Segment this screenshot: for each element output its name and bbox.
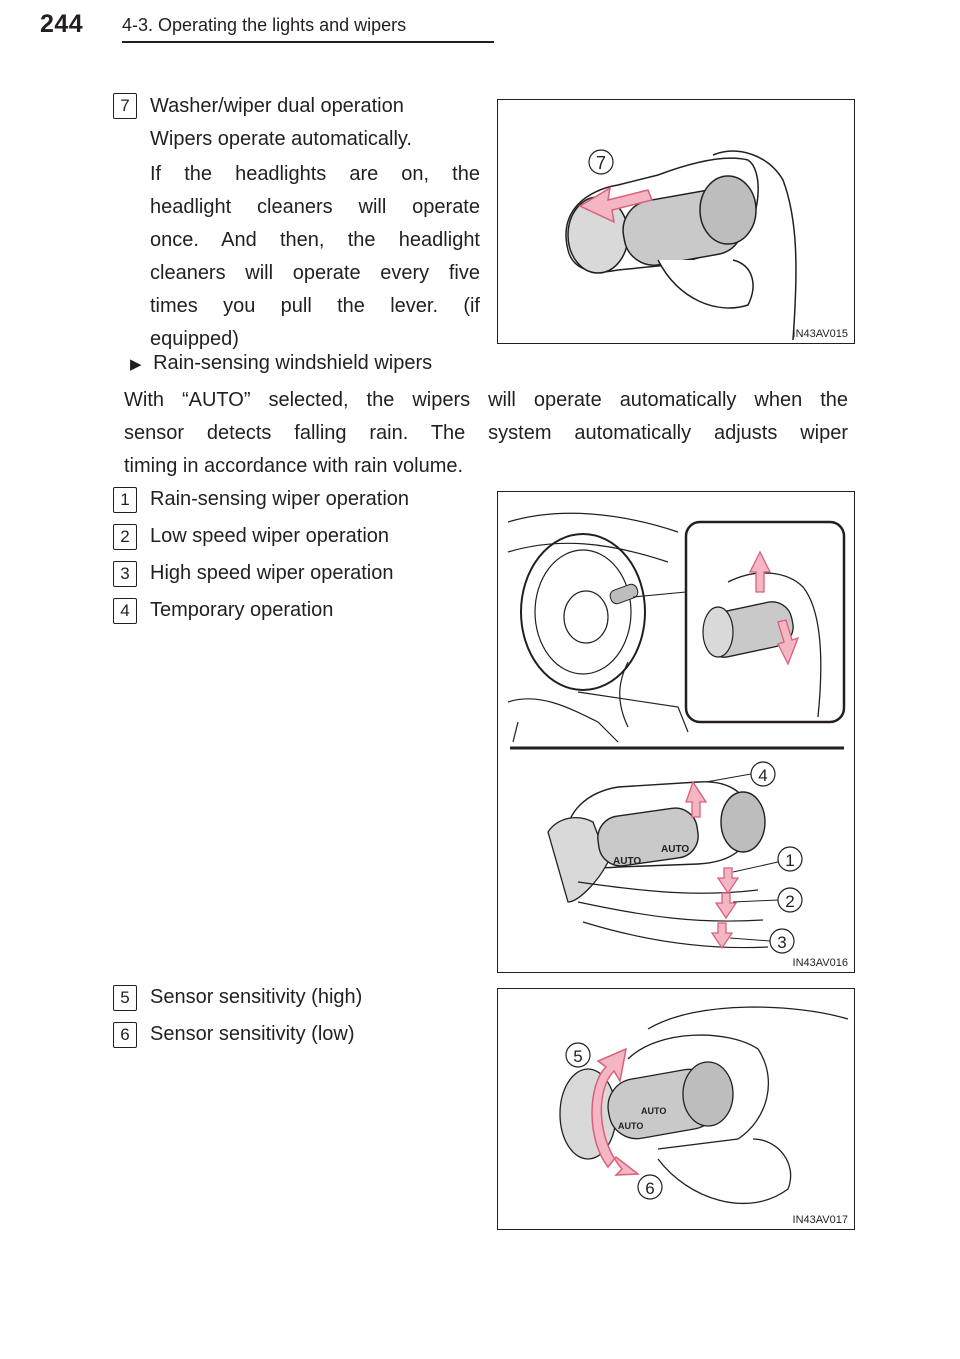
para-line: sensor detects falling rain. The system automatically adjusts wiper	[124, 422, 848, 444]
item-7-title: Washer/wiper dual operation	[150, 95, 404, 117]
sensitivity-dial-illustration	[498, 989, 854, 1229]
callout-3: 3	[777, 933, 787, 952]
callout-4: 4	[758, 766, 768, 785]
figure-code: IN43AV017	[792, 1214, 848, 1226]
header-rule	[122, 41, 494, 43]
figure-rain-sensing-wipers	[497, 491, 855, 973]
callout-6: 6	[645, 1179, 655, 1198]
lever-auto-label: AUTO	[641, 1106, 667, 1116]
desc-line: If the headlights are on, the	[150, 163, 480, 185]
rain-sensing-paragraph	[124, 384, 848, 483]
page-number: 244	[40, 10, 84, 38]
item-number-1: 1	[113, 487, 137, 513]
figure-sensor-sensitivity	[497, 988, 855, 1230]
heading-text: Rain-sensing windshield wipers	[153, 352, 433, 374]
lever-auto-label: AUTO	[661, 844, 690, 855]
lever-auto-label: AUTO	[618, 1121, 644, 1131]
desc-line: equipped)	[150, 328, 239, 350]
item-4-label: Temporary operation	[150, 599, 334, 621]
desc-line: headlight cleaners will operate	[150, 196, 480, 218]
item-number-4: 4	[113, 598, 137, 624]
lever-auto-label: AUTO	[613, 856, 642, 867]
desc-line: times you pull the lever. (if	[150, 295, 480, 317]
callout-2: 2	[785, 892, 795, 911]
desc-line: once. And then, the headlight	[150, 229, 480, 251]
figure-code: IN43AV015	[792, 328, 848, 340]
triangle-bullet-icon: ▶	[130, 356, 142, 373]
para-line: timing in accordance with rain volume.	[124, 455, 464, 477]
item-1-label: Rain-sensing wiper operation	[150, 488, 410, 510]
item-7-subtitle: Wipers operate automatically.	[150, 128, 412, 150]
para-line: With “AUTO” selected, the wipers will operate automatically when the	[124, 389, 848, 411]
item-number-6: 6	[113, 1022, 137, 1048]
item-6-label: Sensor sensitivity (low)	[150, 1023, 355, 1045]
desc-line: cleaners will operate every five	[150, 262, 480, 284]
rain-sensing-heading	[130, 347, 432, 381]
item-5-label: Sensor sensitivity (high)	[150, 986, 363, 1008]
item-2-label: Low speed wiper operation	[150, 525, 390, 547]
item-number-5: 5	[113, 985, 137, 1011]
dashboard-and-lever-illustration	[498, 492, 854, 972]
callout-5: 5	[573, 1047, 583, 1066]
figure-code: IN43AV016	[792, 957, 848, 969]
section-header: 4-3. Operating the lights and wipers	[122, 15, 407, 35]
callout-7: 7	[595, 153, 607, 173]
item-number-3: 3	[113, 561, 137, 587]
item-number-7: 7	[113, 93, 137, 119]
item-3-label: High speed wiper operation	[150, 562, 394, 584]
item-7-description	[150, 158, 480, 356]
figure-washer-dual-operation	[497, 99, 855, 344]
item-number-2: 2	[113, 524, 137, 550]
lever-pull-illustration	[498, 100, 854, 343]
callout-1: 1	[785, 851, 795, 870]
